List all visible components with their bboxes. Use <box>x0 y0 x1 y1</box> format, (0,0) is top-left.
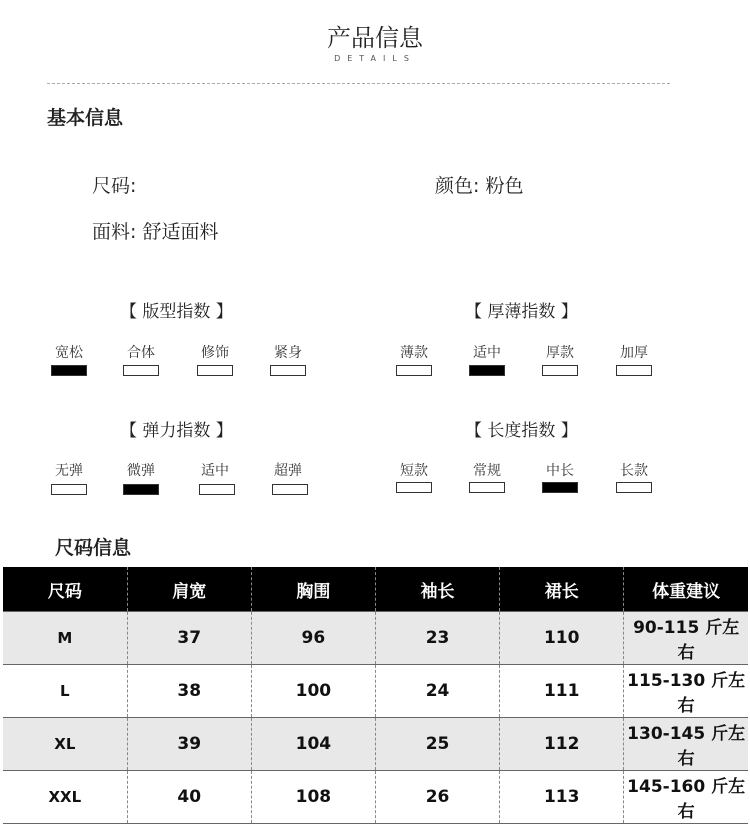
header-size: 尺码 <box>3 567 127 612</box>
cell-shoulder: 38 <box>127 665 251 718</box>
elasticity-option-label: 无弹 <box>55 463 83 479</box>
elasticity-index-title: 【 弹力指数 】 <box>120 421 233 441</box>
length-option-label: 短款 <box>400 463 428 479</box>
size-info-title: 尺码信息 <box>55 537 132 559</box>
cell-bust: 100 <box>251 665 375 718</box>
elasticity-option-box <box>272 484 308 495</box>
length-option-label: 中长 <box>546 463 574 479</box>
thickness-index-title: 【 厚薄指数 】 <box>465 302 578 322</box>
cell-sleeve: 23 <box>375 612 499 665</box>
fit-option-label: 合体 <box>127 345 155 361</box>
cell-shoulder: 37 <box>127 612 251 665</box>
fit-index-title: 【 版型指数 】 <box>120 302 233 322</box>
thickness-option-label: 厚款 <box>546 345 574 361</box>
table-row <box>3 771 748 824</box>
thickness-option-label: 加厚 <box>620 345 648 361</box>
header-bust: 胸围 <box>251 567 375 612</box>
cell-shoulder: 39 <box>127 718 251 771</box>
elasticity-option-label: 超弹 <box>274 463 302 479</box>
fit-option-box <box>123 365 159 376</box>
header-skirt-length: 裙长 <box>500 567 624 612</box>
table-row <box>3 612 748 665</box>
cell-weight: 145-160 斤左右 <box>624 771 748 824</box>
thickness-option-box <box>616 365 652 376</box>
cell-size: L <box>3 665 127 718</box>
elasticity-option-label: 适中 <box>201 463 229 479</box>
cell-bust: 96 <box>251 612 375 665</box>
length-option-box <box>616 482 652 493</box>
page-subtitle: DETAILS <box>334 54 416 63</box>
cell-weight: 115-130 斤左右 <box>624 665 748 718</box>
basic-info-title: 基本信息 <box>47 107 124 129</box>
cell-sleeve: 25 <box>375 718 499 771</box>
cell-weight: 130-145 斤左右 <box>624 718 748 771</box>
cell-size: XL <box>3 718 127 771</box>
header-weight: 体重建议 <box>624 567 748 612</box>
cell-sleeve: 24 <box>375 665 499 718</box>
header-shoulder: 肩宽 <box>127 567 251 612</box>
length-option-label: 长款 <box>620 463 648 479</box>
header-sleeve: 袖长 <box>375 567 499 612</box>
size-table-header <box>3 567 748 612</box>
elasticity-option-box <box>51 484 87 495</box>
elasticity-option-label: 微弹 <box>127 463 155 479</box>
fit-option-label: 紧身 <box>274 345 302 361</box>
fit-option-box-selected <box>51 365 87 376</box>
size-field: 尺码: <box>92 175 137 197</box>
table-row <box>3 718 748 771</box>
fit-option-label: 宽松 <box>55 345 83 361</box>
cell-skirt-length: 110 <box>500 612 624 665</box>
thickness-option-box <box>542 365 578 376</box>
cell-sleeve: 26 <box>375 771 499 824</box>
cell-size: M <box>3 612 127 665</box>
color-field: 颜色: 粉色 <box>435 175 524 197</box>
thickness-option-label: 薄款 <box>400 345 428 361</box>
thickness-option-label: 适中 <box>473 345 501 361</box>
cell-bust: 108 <box>251 771 375 824</box>
dotted-divider <box>47 83 670 84</box>
elasticity-option-box-selected <box>123 484 159 495</box>
fit-option-box <box>270 365 306 376</box>
thickness-option-box-selected <box>469 365 505 376</box>
length-option-box <box>469 482 505 493</box>
cell-skirt-length: 113 <box>500 771 624 824</box>
length-option-box-selected <box>542 482 578 493</box>
cell-skirt-length: 112 <box>500 718 624 771</box>
length-index-title: 【 长度指数 】 <box>465 421 578 441</box>
cell-weight: 90-115 斤左右 <box>624 612 748 665</box>
fit-option-box <box>197 365 233 376</box>
cell-skirt-length: 111 <box>500 665 624 718</box>
cell-shoulder: 40 <box>127 771 251 824</box>
cell-size: XXL <box>3 771 127 824</box>
length-option-box <box>396 482 432 493</box>
thickness-option-box <box>396 365 432 376</box>
fabric-field: 面料: 舒适面料 <box>92 221 219 243</box>
length-option-label: 常规 <box>473 463 501 479</box>
fit-option-label: 修饰 <box>201 345 229 361</box>
cell-bust: 104 <box>251 718 375 771</box>
size-table <box>3 567 748 824</box>
table-row <box>3 665 748 718</box>
elasticity-option-box <box>199 484 235 495</box>
page-title: 产品信息 <box>327 24 423 52</box>
